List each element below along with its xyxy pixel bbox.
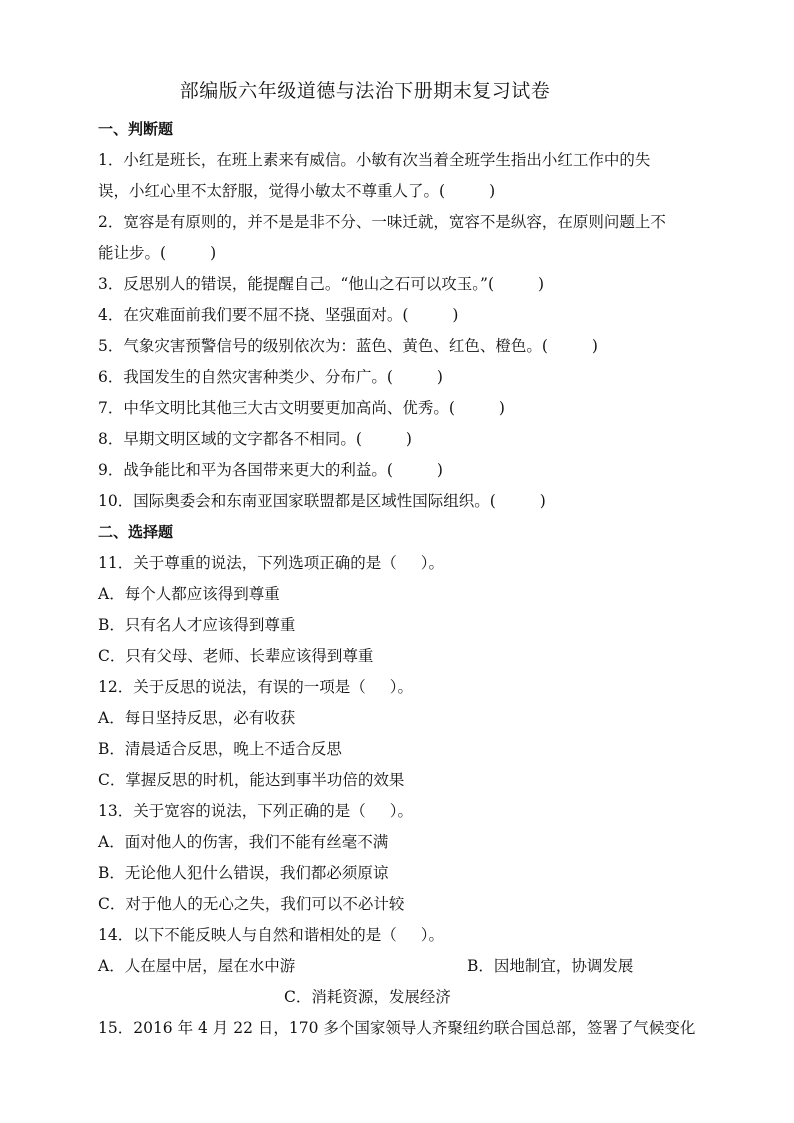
question-2-line1: 2．宽容是有原则的，并不是是非不分、一味迁就，宽容不是纵容，在原则问题上不 (98, 213, 666, 231)
question-13-option-a: A．面对他人的伤害，我们不能有丝毫不满 (98, 833, 389, 851)
question-4: 4．在灾难面前我们要不屈不挠、坚强面对。( ) (98, 306, 459, 324)
question-15-stem: 15．2016 年 4 月 22 日，170 多个国家领导人齐聚纽约联合国总部，签署了气候变化 (98, 1019, 696, 1037)
question-2-line2: 能让步。( ) (98, 244, 217, 262)
question-13-option-b: B．无论他人犯什么错误，我们都必须原谅 (98, 864, 389, 882)
question-14-option-b: B．因地制宜，协调发展 (467, 957, 634, 975)
question-10: 10．国际奥委会和东南亚国家联盟都是区域性国际组织。( ) (98, 492, 546, 510)
question-11-option-c: C．只有父母、老师、长辈应该得到尊重 (98, 647, 374, 665)
question-1-line1: 1．小红是班长，在班上素来有威信。小敏有次当着全班学生指出小红工作中的失 (98, 151, 651, 169)
question-12-stem: 12．关于反思的说法，有误的一项是（ ）。 (98, 678, 413, 696)
question-8: 8．早期文明区域的文字都各不相同。( ) (98, 430, 412, 448)
question-9: 9．战争能比和平为各国带来更大的利益。( ) (98, 461, 443, 479)
question-13-stem: 13．关于宽容的说法，下列正确的是（ ）。 (98, 802, 413, 820)
question-11-stem: 11．关于尊重的说法，下列选项正确的是（ ）。 (98, 554, 444, 572)
question-14-option-c: C．消耗资源，发展经济 (284, 988, 451, 1006)
question-6: 6．我国发生的自然灾害种类少、分布广。( ) (98, 368, 443, 386)
page-title: 部编版六年级道德与法治下册期末复习试卷 (179, 80, 551, 102)
question-12-option-a: A．每日坚持反思，必有收获 (98, 709, 296, 727)
question-14-stem: 14．以下不能反映人与自然和谐相处的是（ ）。 (98, 926, 444, 944)
question-3: 3．反思别人的错误，能提醒自己。“他山之石可以攻玉。”( ) (98, 275, 545, 293)
question-11-option-b: B．只有名人才应该得到尊重 (98, 616, 296, 634)
question-1-line2: 误，小红心里不太舒服，觉得小敏太不尊重人了。( ) (98, 182, 496, 200)
question-14-option-a: A．人在屋中居，屋在水中游 (98, 957, 296, 975)
section-heading-choice: 二、选择题 (98, 523, 174, 541)
question-7: 7．中华文明比其他三大古文明要更加高尚、优秀。( ) (98, 399, 505, 417)
section-heading-judgement: 一、判断题 (98, 120, 174, 138)
question-11-option-a: A．每个人都应该得到尊重 (98, 585, 280, 603)
question-12-option-b: B．清晨适合反思，晚上不适合反思 (98, 740, 342, 758)
question-12-option-c: C．掌握反思的时机，能达到事半功倍的效果 (98, 771, 405, 789)
question-13-option-c: C．对于他人的无心之失，我们可以不必计较 (98, 895, 405, 913)
question-5: 5．气象灾害预警信号的级别依次为：蓝色、黄色、红色、橙色。( ) (98, 337, 598, 355)
